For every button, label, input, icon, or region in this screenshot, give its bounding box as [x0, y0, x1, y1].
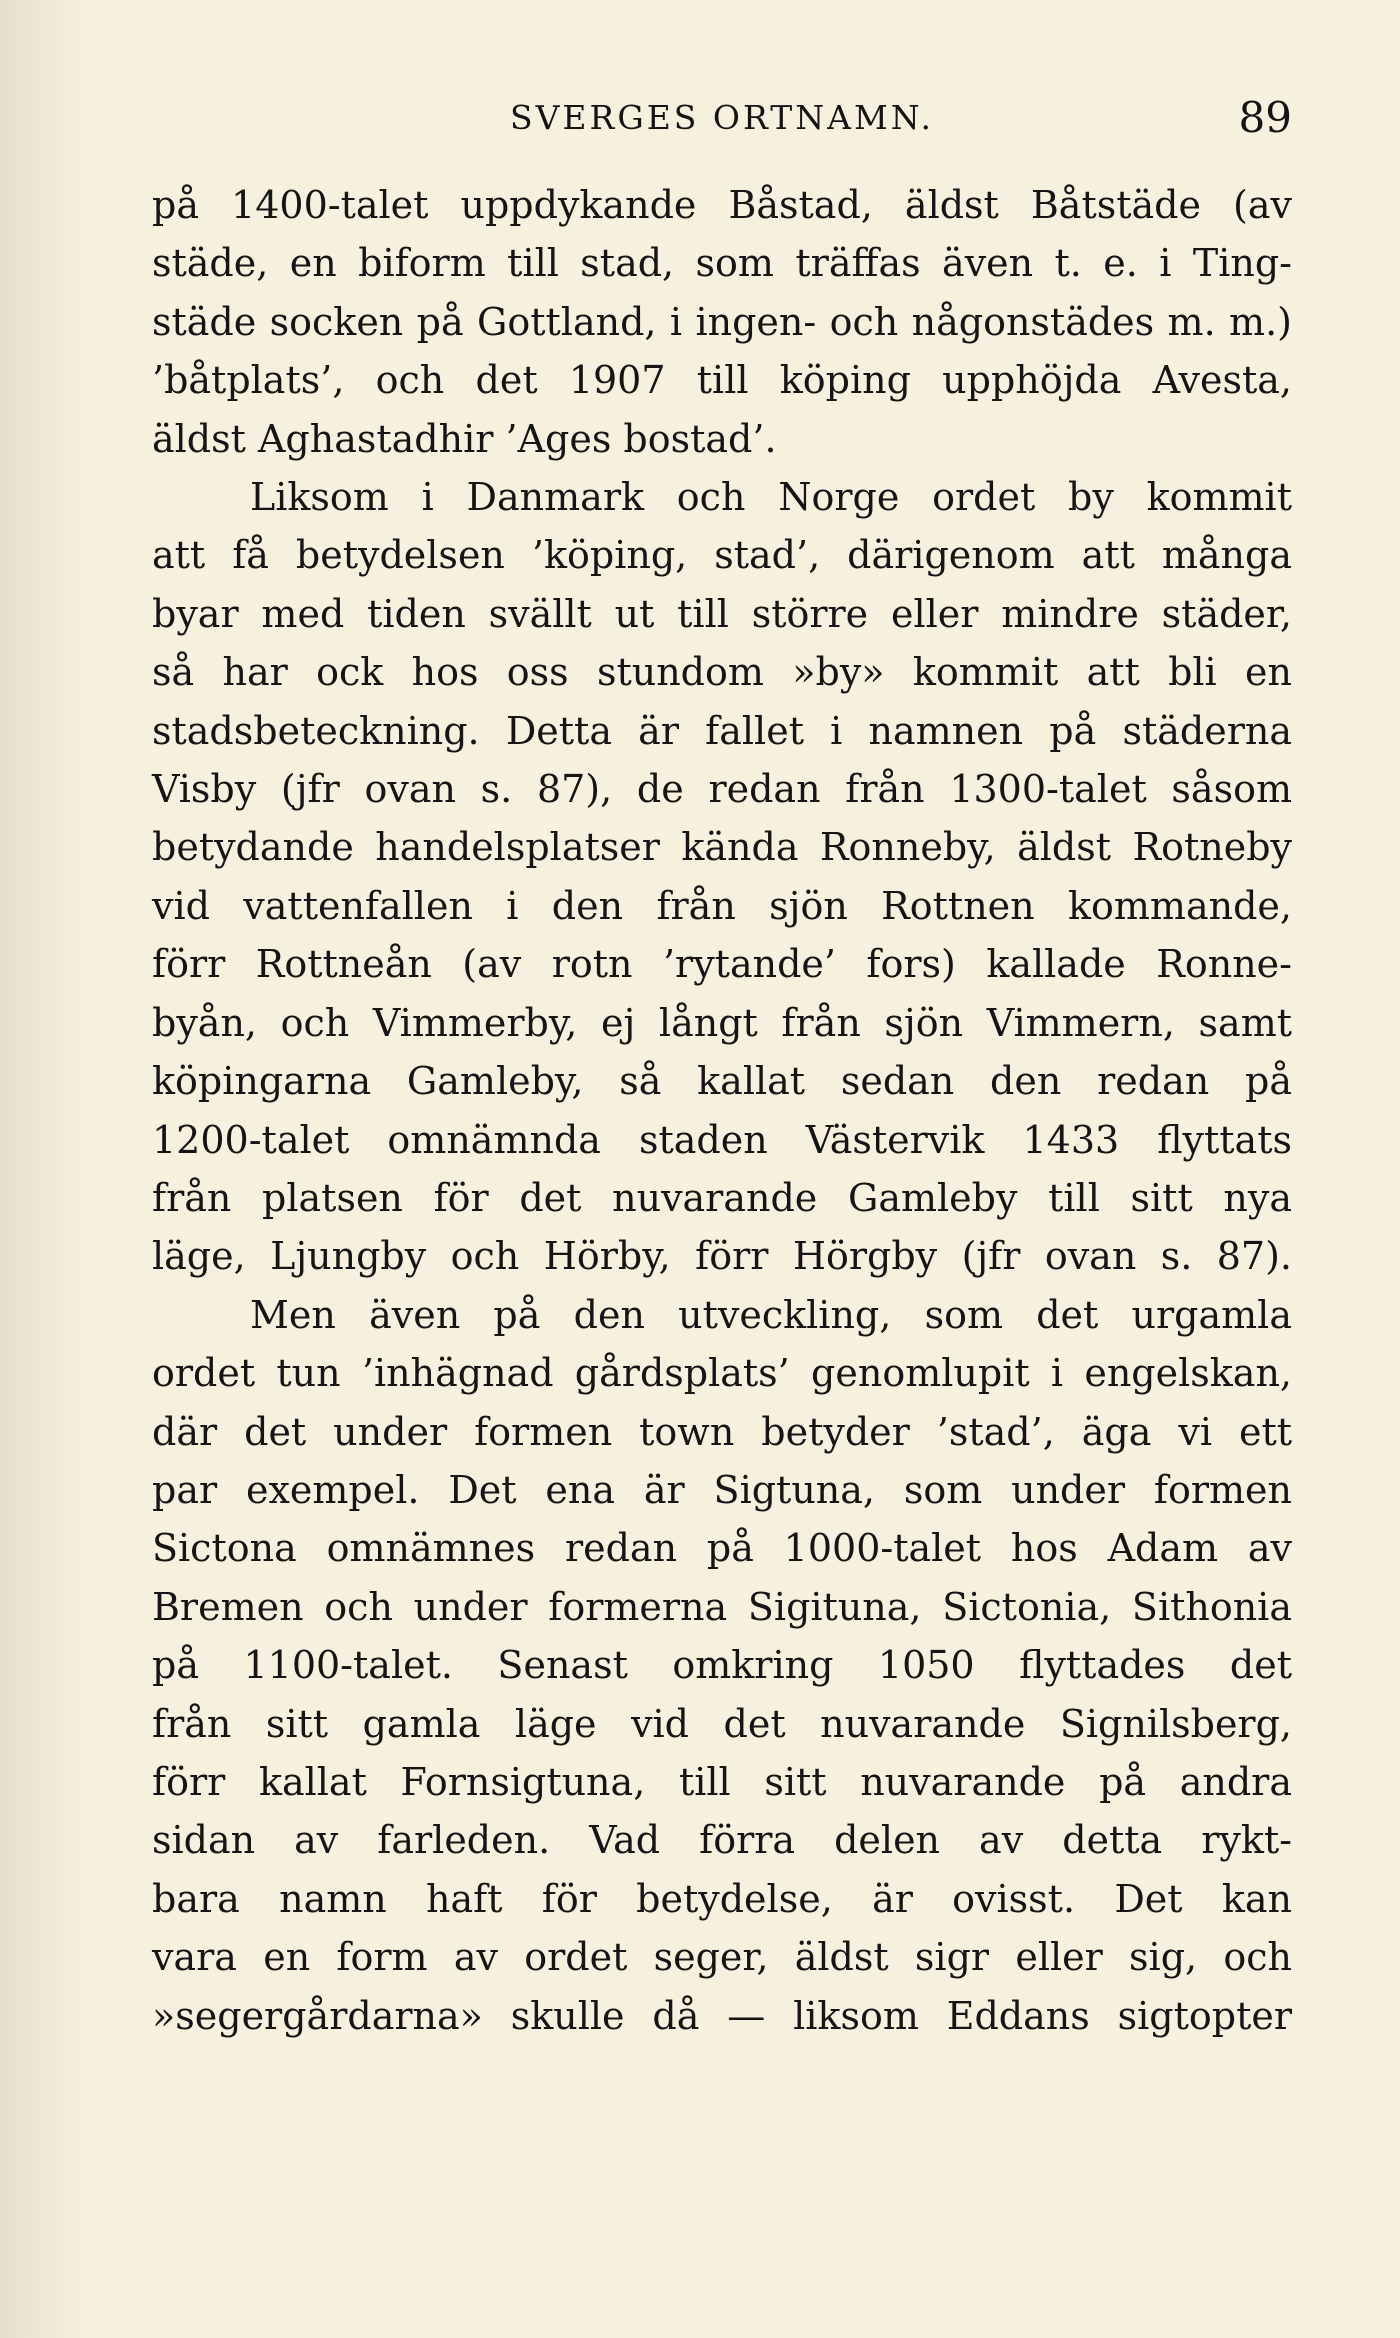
page-header: [152, 88, 1292, 148]
text-line: par exempel. Det ena är Sigtuna, som under formen: [152, 1467, 1292, 1512]
text-line: vara en form av ordet seger, äldst sigr eller sig, och: [152, 1935, 1292, 1980]
text-line: förr kallat Fornsigtuna, till sitt nuvarande på andra: [152, 1759, 1292, 1804]
text-line: vid vattenfallen i den från sjön Rottnen kommande,: [152, 883, 1292, 928]
text-line: byån, och Vimmerby, ej långt från sjön Vimmern, samt: [152, 1000, 1292, 1045]
text-line: Liksom i Danmark och Norge ordet by kommit: [250, 475, 1292, 520]
text-line: på 1100-talet. Senast omkring 1050 flyttades det: [152, 1643, 1292, 1688]
text-line: så har ock hos oss stundom »by» kommit att bli en: [152, 650, 1292, 695]
text-line: äldst Aghastadhir ’Ages bostad’.: [152, 416, 777, 461]
page-number: 89: [1238, 93, 1292, 142]
text-line: köpingarna Gamleby, så kallat sedan den redan på: [152, 1059, 1292, 1104]
text-line: bara namn haft för betydelse, är ovisst. Det kan: [152, 1876, 1292, 1921]
text-line: läge, Ljungby och Hörby, förr Hörgby (jfr ovan s. 87).: [152, 1234, 1292, 1279]
text-line: sidan av farleden. Vad förra delen av detta rykt-: [152, 1818, 1292, 1863]
text-line: städe, en biform till stad, som träffas även t. e. i Ting-: [152, 241, 1292, 286]
text-line: från platsen för det nuvarande Gamleby till sitt nya: [152, 1175, 1292, 1220]
text-line: betydande handelsplatser kända Ronneby, äldst Rotneby: [152, 825, 1292, 870]
text-line: Bremen och under formerna Sigituna, Sictonia, Sithonia: [152, 1584, 1292, 1629]
text-line: Sictona omnämnes redan på 1000-talet hos Adam av: [152, 1526, 1292, 1571]
text-line: ’båtplats’, och det 1907 till köping upphöjda Avesta,: [152, 358, 1292, 403]
running-head: SVERGES ORTNAMN.: [509, 98, 934, 137]
text-line: förr Rottneån (av rotn ’rytande’ fors) kallade Ronne-: [152, 942, 1292, 987]
text-line: 1200-talet omnämnda staden Västervik 1433 flyttats: [152, 1117, 1292, 1162]
text-line: på 1400-talet uppdykande Båstad, äldst Båtstäde (av: [152, 183, 1292, 227]
text-line: Visby (jfr ovan s. 87), de redan från 1300-talet såsom: [152, 767, 1292, 812]
body-text: [152, 176, 1292, 2045]
text-line: att få betydelsen ’köping, stad’, därigenom att många: [152, 533, 1292, 578]
text-line: från sitt gamla läge vid det nuvarande Signilsberg,: [152, 1701, 1292, 1746]
text-line: Men även på den utveckling, som det urgamla: [250, 1292, 1292, 1337]
text-line: städe socken på Gottland, i ingen- och någonstädes m. m.): [152, 299, 1292, 344]
text-line: stadsbeteckning. Detta är fallet i namnen på städerna: [152, 708, 1292, 753]
text-line: där det under formen town betyder ’stad’, äga vi ett: [152, 1409, 1292, 1454]
text-line: »segergårdarna» skulle då — liksom Eddans sigtopter: [152, 1993, 1292, 2038]
text-line: byar med tiden svällt ut till större eller mindre städer,: [152, 591, 1292, 636]
text-line: ordet tun ’inhägnad gårdsplats’ genomlupit i engelskan,: [152, 1351, 1292, 1396]
